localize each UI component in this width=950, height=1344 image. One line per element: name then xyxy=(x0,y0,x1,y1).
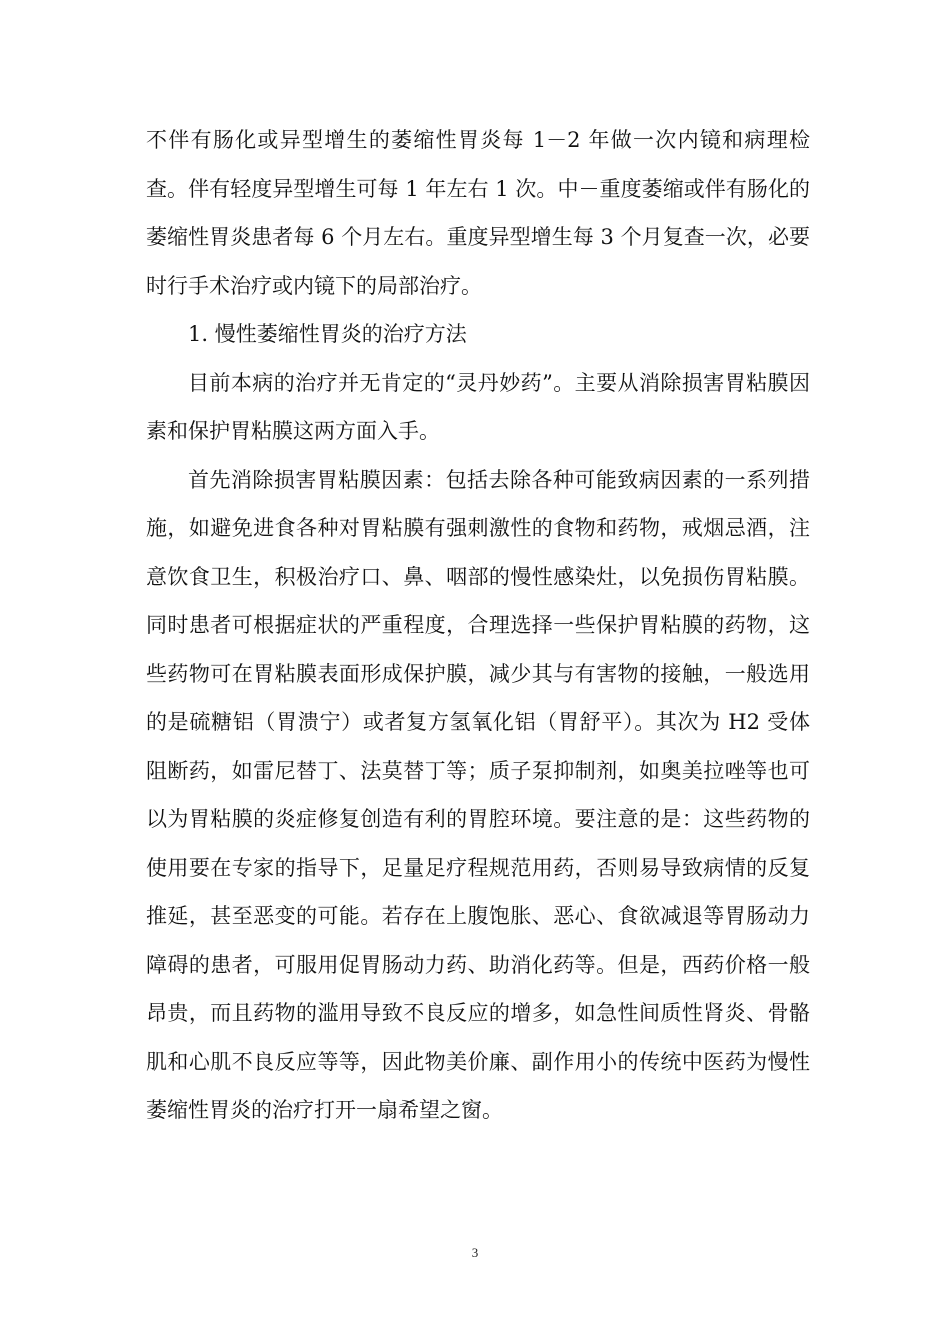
document-body xyxy=(146,116,810,1135)
paragraph-follow-up: 不伴有肠化或异型增生的萎缩性胃炎每 1－2 年做一次内镜和病理检查。伴有轻度异型增生可每 1 年左右 1 次。中－重度萎缩或伴有肠化的萎缩性胃炎患者每 6 个月左右。重度异型增生每 3 个月复查一次，必要时行手术治疗或内镜下的局部治疗。 xyxy=(146,128,810,298)
page-number: 3 xyxy=(471,1245,479,1260)
section-heading-treatment: 1. 慢性萎缩性胃炎的治疗方法 xyxy=(188,322,467,346)
paragraph-intro: 目前本病的治疗并无肯定的“灵丹妙药”。主要从消除损害胃粘膜因素和保护胃粘膜这两方面入手。 xyxy=(146,370,810,443)
paragraph-treatment-details: 首先消除损害胃粘膜因素：包括去除各种可能致病因素的一系列措施，如避免进食各种对胃粘膜有强刺激性的食物和药物，戒烟忌酒，注意饮食卫生，积极治疗口、鼻、咽部的慢性感染灶，以免损伤胃粘膜。同时患者可根据症状的严重程度，合理选择一些保护胃粘膜的药物，这些药物可在胃粘膜表面形成保护膜，减少其与有害物的接触，一般选用的是硫糖铝（胃溃宁）或者复方氢氧化铝（胃舒平）。其次为 H2 受体阻断药，如雷尼替丁、法莫替丁等；质子泵抑制剂，如奥美拉唑等也可以为胃粘膜的炎症修复创造有利的胃腔环境。要注意的是：这些药物的使用要在专家的指导下，足量足疗程规范用药，否则易导致病情的反复推延，甚至恶变的可能。若存在上腹饱胀、恶心、食欲减退等胃肠动力障碍的患者，可服用促胃肠动力药、助消化药等。但是，西药价格一般昂贵，而且药物的滥用导致不良反应的增多，如急性间质性肾炎、骨骼肌和心肌不良反应等等，因此物美价廉、副作用小的传统中医药为慢性萎缩性胃炎的治疗打开一扇希望之窗。 xyxy=(146,467,810,1122)
